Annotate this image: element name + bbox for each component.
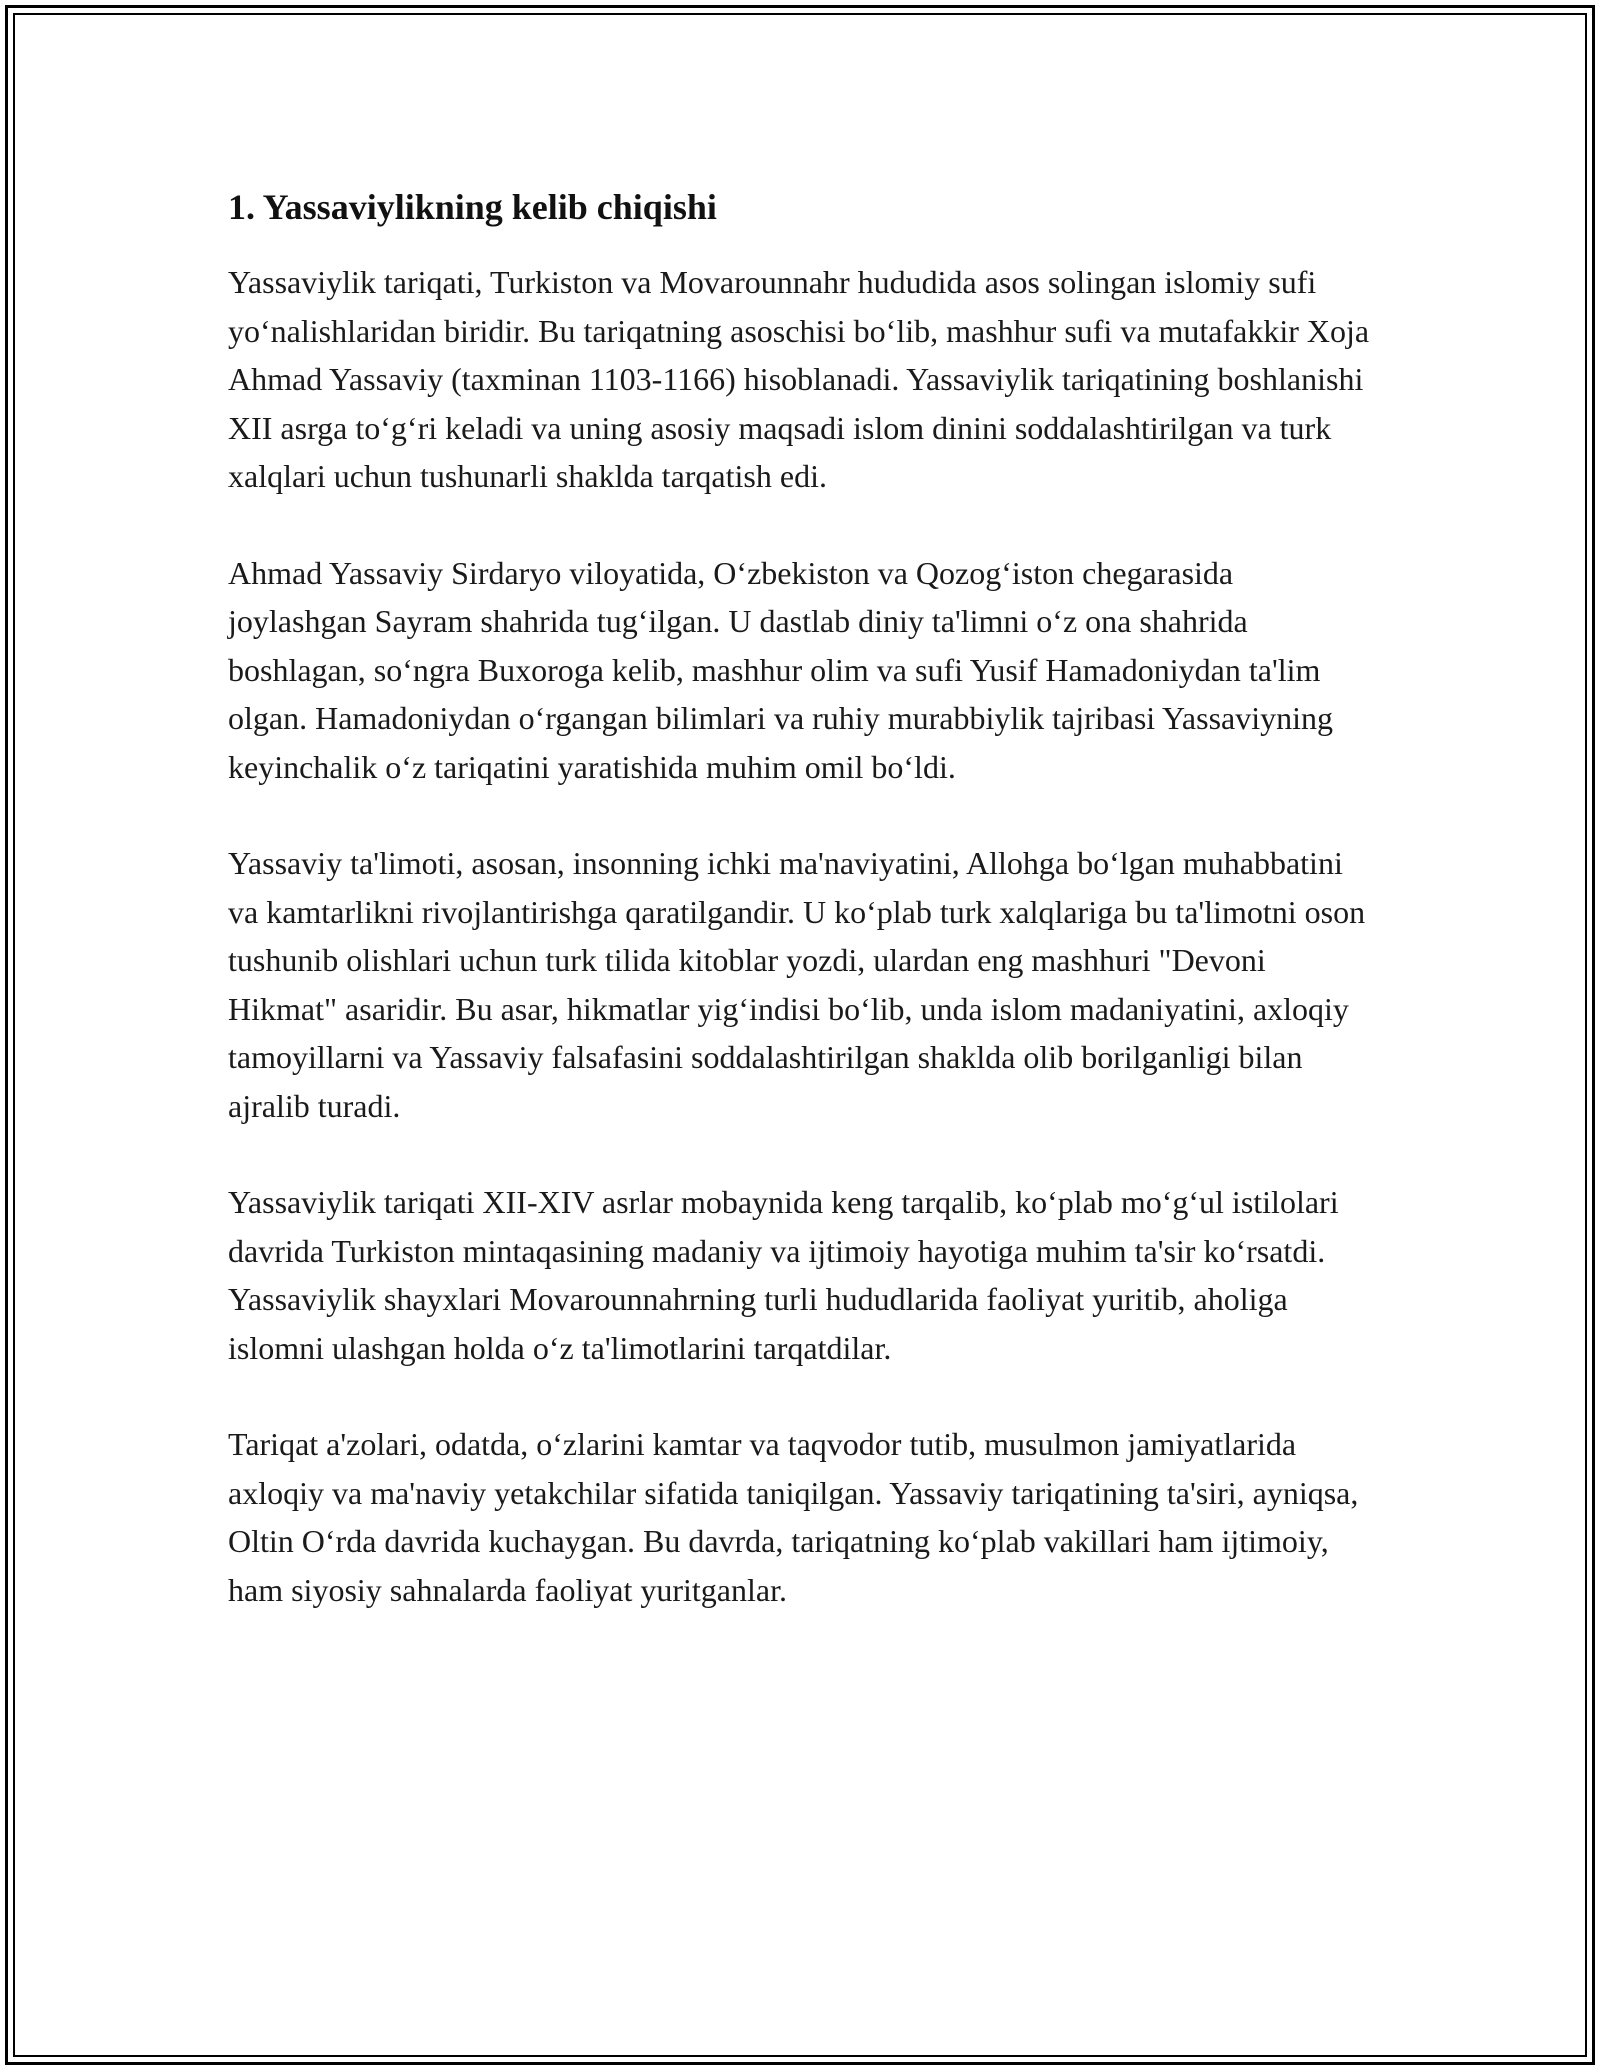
section-heading: 1. Yassaviylikning kelib chiqishi — [228, 187, 717, 227]
paragraph-spread: Yassaviylik tariqati XII-XIV asrlar mobaynida keng tarqalib, ko‘plab mo‘g‘ul istilolari davrida Turkiston mintaqasining madaniy va ijtimoiy hayotiga muhim ta'sir ko‘rsatdi. Yassaviylik shayxlari Movarounnahrning turli hududlarida faoliyat yuritib, aholiga islomni ulashgan holda o‘z ta'limotlarini tarqatdilar. — [228, 1184, 1339, 1366]
paragraph-teachings: Yassaviy ta'limoti, asosan, insonning ichki ma'naviyatini, Allohga bo‘lgan muhabbatini va kamtarlikni rivojlantirishga qaratilgandir. U ko‘plab turk xalqlariga bu ta'limotni oson tushunib olishlari uchun turk tilida kitoblar yozdi, ulardan eng mashhuri "Devoni Hikmat" asaridir. Bu asar, hikmatlar yig‘indisi bo‘lib, unda islom madaniyatini, axloqiy tamoyillarni va Yassaviy falsafasini soddalashtirilgan shaklda olib borilganligi bilan ajralib turadi. — [228, 845, 1366, 1124]
paragraph-origins: Yassaviylik tariqati, Turkiston va Movarounnahr hududida asos solingan islomiy sufi yo‘nalishlaridan biridir. Bu tariqatning asoschisi bo‘lib, mashhur sufi va mutafakkir Xoja Ahmad Yassaviy (taxminan 1103-1166) hisoblanadi. Yassaviylik tariqatining boshlanishi XII asrga to‘g‘ri keladi va uning asosiy maqsadi islom dinini soddalashtirilgan va turk xalqlari uchun tushunarli shaklda tarqatish edi. — [228, 264, 1370, 494]
document-body — [228, 186, 1378, 1662]
paragraph-biography: Ahmad Yassaviy Sirdaryo viloyatida, O‘zbekiston va Qozog‘iston chegarasida joylashgan Sayram shahrida tug‘ilgan. U dastlab diniy ta'limni o‘z ona shahrida boshlagan, so‘ngra Buxoroga kelib, mashhur olim va sufi Yusif Hamadoniydan ta'lim olgan. Hamadoniydan o‘rgangan bilimlari va ruhiy murabbiylik tajribasi Yassaviyning keyinchalik o‘z tariqatini yaratishida muhim omil bo‘ldi. — [228, 554, 1333, 785]
paragraph-members: Tariqat a'zolari, odatda, o‘zlarini kamtar va taqvodor tutib, musulmon jamiyatlarida axloqiy va ma'naviy yetakchilar sifatida taniqilgan. Yassaviy tariqatining ta'siri, ayniqsa, Oltin O‘rda davrida kuchaygan. Bu davrda, tariqatning ko‘plab vakillari ham ijtimoiy, ham siyosiy sahnalarda faoliyat yuritganlar. — [228, 1426, 1359, 1608]
